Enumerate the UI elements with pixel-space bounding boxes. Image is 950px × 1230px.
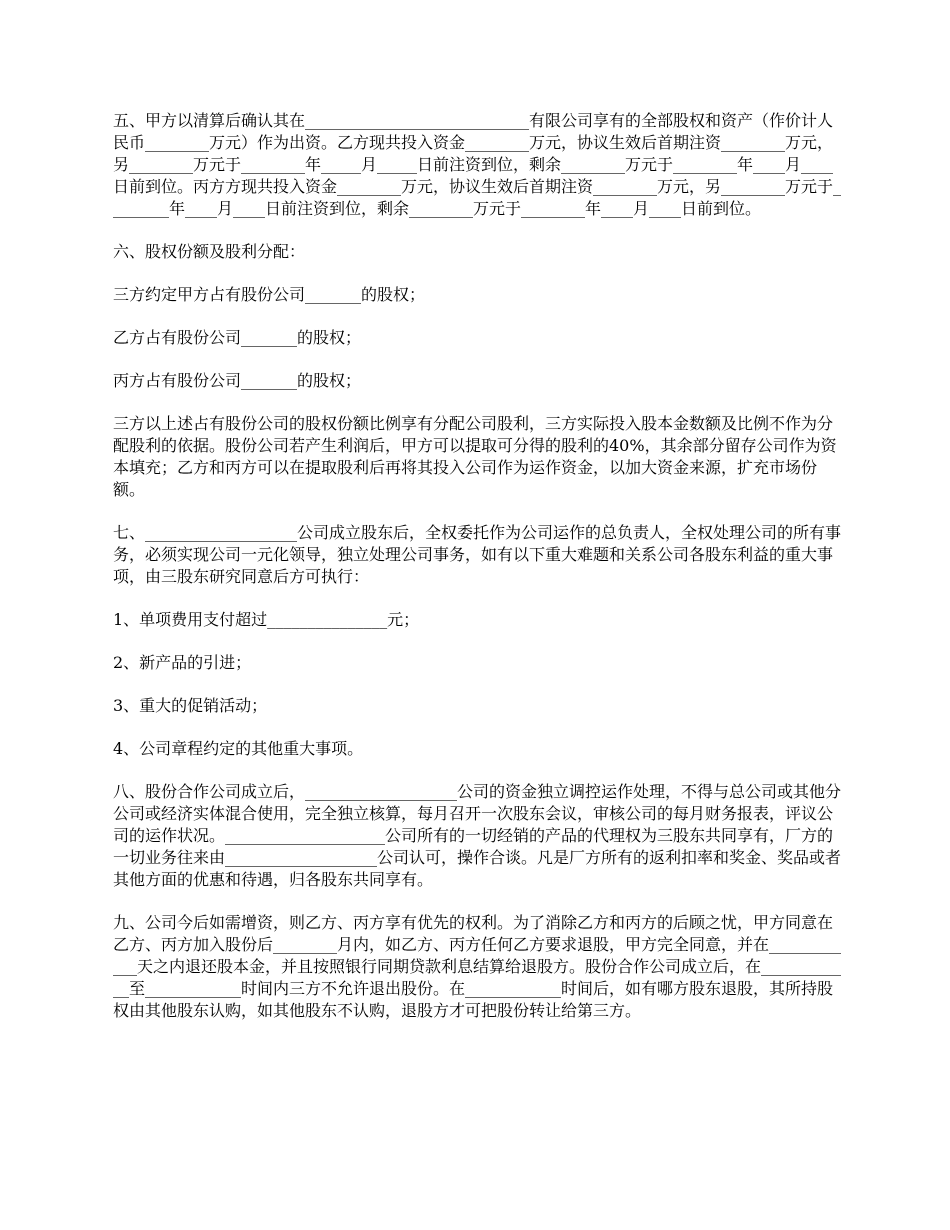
- list-item-3: 3、重大的促销活动；: [113, 696, 268, 715]
- party-b-share-paragraph: 乙方占有股份公司_______的股权；: [113, 328, 362, 347]
- clause-8-paragraph: 八、股份合作公司成立后，___________________公司的资金独立调控运作处理，不得与总公司或其他分公司或经济实体混合使用，完全独立核算，每月召开一次股东会议，审核公司的每月财务报表，评议公司的运作状况。____________________公司所有的一切经销的产品的代理权为三股东共同享有，厂方的一切业务往来由___________________公司认可，操作合谈。凡是厂方所有的返利扣率和奖金、奖品或者其他方面的优惠和待遇，归各股东共同享有。: [113, 782, 842, 889]
- party-c-share-paragraph: 丙方占有股份公司_______的股权；: [113, 371, 362, 390]
- party-a-share-paragraph: 三方约定甲方占有股份公司_______的股权；: [113, 285, 426, 304]
- clause-5-paragraph: 五、甲方以清算后确认其在____________________________有限公司享有的全部股权和资产（作价计人民币________万元）作为出资。乙方现共投入资金________万元，协议生效后首期注资________万元，另________万元于________年_____月_____日前注资到位，剩余________万元于________年____月____日前到位。丙方方现共投入资金________万元，协议生效后首期注资________万元，另________万元于________年____月____日前注资到位，剩余________万元于________年____月____日前到位。: [113, 111, 842, 218]
- clause-9-paragraph: 九、公司今后如需增资，则乙方、丙方享有优先的权利。为了消除乙方和丙方的后顾之忧，甲方同意在乙方、丙方加入股份后________月内，如乙方、丙方任何乙方要求退股，甲方完全同意，并在____________天之内退还股本金，并且按照银行同期贷款利息结算给退股方。股份合作公司成立后，在____________至____________时间内三方不允许退出股份。在____________时间后，如有哪方股东退股，其所持股权由其他股东认购，如其他股东不认购，退股方才可把股份转让给第三方。: [113, 913, 842, 1020]
- clause-6-heading: 六、股权份额及股利分配：: [113, 242, 306, 261]
- list-item-2: 2、新产品的引进；: [113, 653, 252, 672]
- list-item-4: 4、公司章程约定的其他重大事项。: [113, 739, 364, 758]
- clause-7-paragraph: 七、___________________公司成立股东后，全权委托作为公司运作的总负责人，全权处理公司的所有事务，必须实现公司一元化领导，独立处理公司事务，如有以下重大难题和关系公司各股东利益的重大事项，由三股东研究同意后方可执行：: [113, 523, 842, 586]
- list-item-1: 1、单项费用支付超过_______________元；: [113, 610, 420, 629]
- dividend-distribution-paragraph: 三方以上述占有股份公司的股权份额比例享有分配公司股利，三方实际投入股本金数额及比例不作为分配股利的依据。股份公司若产生利润后，甲方可以提取可分得的股利的40%，其余部分留存公司作为资本填充；乙方和丙方可以在提取股利后再将其投入公司作为运作资金，以加大资金来源，扩充市场份额。: [113, 414, 837, 499]
- document-page: [113, 110, 843, 1043]
